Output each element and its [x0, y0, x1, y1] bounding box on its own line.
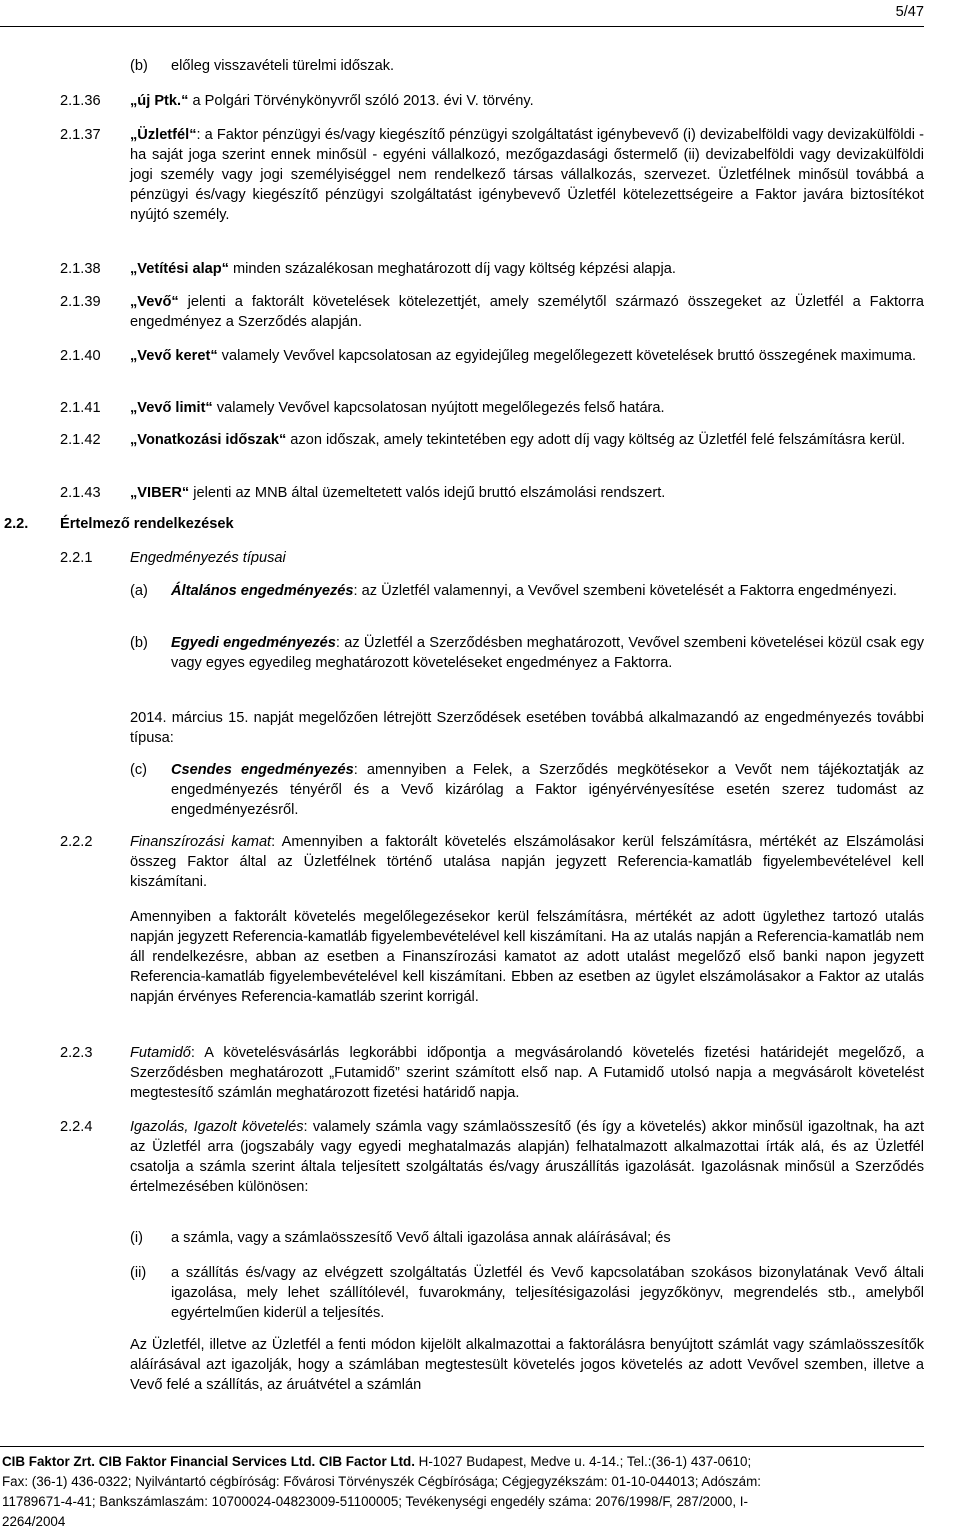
definition-term: „Vevő limit“ [130, 400, 213, 416]
definition-text: : A követelésvásárlás legkorábbi időpontja a megvásárolandó követelés fizetési határidejét megelőző, a Szerződésben meghatározott „Futamidő” szerint számított első nap. A Futamidő utolsó napja a megvásárolt követelést megtestesítő számlán meghatározott fizetési határidő napja. [130, 1045, 924, 1101]
definition-text: jelenti a faktorált követelések kötelezettjét, amely személytől származó összegeket az Üzletfél a Faktorra engedményez a Szerződés alapján. [130, 294, 924, 330]
clause-number: 2.1.36 [60, 93, 101, 109]
clause-number: 2.2.4 [60, 1119, 93, 1135]
definition-term: Általános engedményezés [171, 583, 354, 599]
list-label: (ii) [130, 1265, 147, 1281]
list-text: a számla, vagy a számlaösszesítő Vevő általi igazolása annak aláírásával; és [171, 1230, 671, 1246]
definition-2-1-37 [130, 125, 924, 225]
clause-2-2-3 [130, 1043, 924, 1103]
footer-line-1 [2, 1452, 924, 1472]
list-text [171, 760, 924, 820]
paragraph: Az Üzletfél, illetve az Üzletfél a fenti módon kijelölt alkalmazottai a faktorálásra benyújtott számlát vagy számlaösszesítők aláírásával azt igazolják, hogy a számlában megtestesült követelés jogos követelés az adott Vevővel szemben, illetve a Vevő felé a szállítás, az áruátvétel a számlán [130, 1337, 924, 1393]
paragraph: Amennyiben a faktorált követelés megelőlegezésekor kerül felszámításra, mértékét az adott ügylethez tartozó utalás napján jegyzett Referencia-kamatláb figyelembevételével kell kiszámítani. Ha az utalás napján a Referencia-kamatláb nem áll rendelkezésre, abban az esetben a Finanszírozási kamatot az adott utalást megelőző első banki napon jegyzett Referencia-kamatláb figyelembevételével kell kiszámítani. Ebben az esetben az ügylet elszámolásakor a Faktor az utalás napján érvényes Referencia-kamatláb szerint korrigál. [130, 909, 924, 1005]
definition-text: jelenti az MNB által üzemeltetett valós idejű bruttó elszámolási rendszert. [189, 485, 666, 501]
definition-term: Finanszírozási kamat [130, 834, 272, 850]
clause-number: 2.2.3 [60, 1045, 93, 1061]
definition-term: „VIBER“ [130, 485, 190, 501]
definition-term: „Vonatkozási időszak“ [130, 432, 287, 448]
definition-text: : amennyiben a Felek, a Szerződés megkötésekor a Vevőt nem tájékoztatják az engedményezés tényéről és a Vevő kizárólag a Faktor igényérvényesítése esetén szerez tudomást az engedményezésről. [171, 762, 924, 818]
footer-address: H-1027 Budapest, Medve u. 4-14.; Tel.:(36-1) 437-0610; [414, 1454, 752, 1469]
definition-text: azon időszak, amely tekintetében egy adott díj vagy költség az Üzletfél felé felszámításra kerül. [286, 432, 906, 448]
clause-number: 2.1.39 [60, 294, 101, 310]
definition-term: „Vevő“ [130, 294, 179, 310]
footer-line-3: 11789671-4-41; Bankszámlaszám: 10700024-04823009-51100005; Tevékenységi engedély száma: 2076/1998/F, 287/2000, I- [2, 1494, 748, 1509]
definition-term: Futamidő [130, 1045, 191, 1061]
definition-2-1-41 [130, 398, 924, 418]
clause-title: Engedményezés típusai [130, 550, 286, 566]
definition-2-1-36 [130, 91, 924, 111]
definition-text: : a Faktor pénzügyi és/vagy kiegészítő pénzügyi szolgáltatást igénybevevő (i) devizabelföldi vagy devizakülföldi - ha saját joga szerint ennek minősül - egyéni vállalkozó, mezőgazdasági őstermelő (ii) devizabelföldi vagy devizakülföldi jogi személy vagy jogi személyiséggel nem rendelkező társas vállalkozás, szervezet. Üzletfélnek minősül továbbá a pénzügyi és/vagy kiegészítő pénzügyi szolgáltatást igénybevevő Üzletfél kötelezettségeire a Faktor javára biztosítékot nyújtó személy. [130, 127, 924, 223]
definition-2-1-38 [130, 259, 924, 279]
definition-term: „Üzletfél“ [130, 127, 197, 143]
definition-text: minden százalékosan meghatározott díj vagy költség képzési alapja. [228, 261, 676, 277]
clause-number: 2.1.38 [60, 261, 101, 277]
list-text: a szállítás és/vagy az elvégzett szolgáltatás Üzletfél és Vevő kapcsolatában szokásos bizonylatának Vevő általi igazolása, mely lehet szállítólevél, fuvarokmány, teljesítésigazolási jegyzőkönyv, megrendelés stb., amelyből egyértelműen kiderül a teljesítés. [171, 1265, 924, 1321]
page-number: 5/47 [895, 4, 924, 20]
footer-line-2: Fax: (36-1) 436-0322; Nyilvántartó cégbíróság: Fővárosi Törvényszék Cégbírósága; Cégjegyzékszám: 01-10-044013; Adószám: [2, 1474, 761, 1489]
definition-2-1-40 [130, 346, 924, 366]
list-text [171, 633, 924, 673]
definition-term: Csendes engedményezés [171, 762, 354, 778]
definition-term: „Vetítési alap“ [130, 261, 229, 277]
list-label: (b) [130, 58, 148, 74]
clause-number: 2.1.42 [60, 432, 101, 448]
definition-term: „Vevő keret“ [130, 348, 218, 364]
definition-2-1-43 [130, 483, 924, 503]
clause-2-2-2 [130, 832, 924, 892]
footer-company-names: CIB Faktor Zrt. CIB Faktor Financial Services Ltd. CIB Factor Ltd. [2, 1454, 415, 1469]
clause-number: 2.1.37 [60, 127, 101, 143]
clause-number: 2.2.1 [60, 550, 93, 566]
list-label: (c) [130, 762, 148, 778]
definition-term: Egyedi engedményezés [171, 635, 336, 651]
definition-text: : Amennyiben a faktorált követelés elszámolásakor kerül felszámításra, mértékét az Elszámolási összeg Faktor által az Üzletfélnek történő utalása napján jegyzett Referencia-kamatláb figyelembevételével kell kiszámítani. [130, 834, 924, 890]
header-rule [0, 26, 924, 27]
definition-2-1-39 [130, 292, 924, 332]
clause-number: 2.1.41 [60, 400, 101, 416]
footer [2, 1452, 924, 1532]
definition-text: : az Üzletfél valamennyi, a Vevővel szembeni követelését a Faktorra engedményezi. [353, 583, 897, 599]
definition-text: a Polgári Törvénykönyvről szóló 2013. évi V. törvény. [188, 93, 534, 109]
definition-text: valamely Vevővel kapcsolatosan az egyidejűleg megelőlegezett követelések bruttó összegének maximuma. [217, 348, 917, 364]
list-label: (a) [130, 583, 148, 599]
definition-text: valamely Vevővel kapcsolatosan nyújtott megelőlegezés felső határa. [212, 400, 665, 416]
clause-number: 2.1.43 [60, 485, 101, 501]
list-label: (b) [130, 635, 148, 651]
list-text: előleg visszavételi türelmi időszak. [171, 58, 395, 74]
section-number: 2.2. [4, 516, 29, 532]
clause-number: 2.2.2 [60, 834, 93, 850]
footer-line-4: 2264/2004 [2, 1514, 66, 1529]
definition-text: : valamely számla vagy számlaösszesítő (és így a követelés) akkor minősül igazoltnak, ha azt az Üzletfél arra (jogszabály vagy egyedi meghatalmazás alapján) felhatalmazott alkalmazottai írták alá, és az Üzletfél csatolja a számla szerint általa teljesített szolgáltatás és/vagy áruszállítás igazolását. Igazolásnak minősül a Szerződés értelmezésében különösen: [130, 1119, 925, 1195]
clause-2-2-4 [130, 1117, 924, 1197]
list-label: (i) [130, 1230, 143, 1246]
clause-number: 2.1.40 [60, 348, 101, 364]
definition-text: : az Üzletfél a Szerződésben meghatározott, Vevővel szembeni követelései közül csak egy vagy egyes egyedileg meghatározott követeléseket engedményez a Faktorra. [171, 635, 924, 671]
list-text [171, 581, 924, 601]
section-title: Értelmező rendelkezések [60, 516, 234, 532]
definition-term: Igazolás, Igazolt követelés [130, 1119, 304, 1135]
footer-rule [0, 1446, 924, 1447]
paragraph: 2014. március 15. napját megelőzően létrejött Szerződések esetében továbbá alkalmazandó az engedményezés további típusa: [130, 710, 924, 746]
definition-2-1-42 [130, 430, 924, 450]
definition-term: „új Ptk.“ [130, 93, 189, 109]
